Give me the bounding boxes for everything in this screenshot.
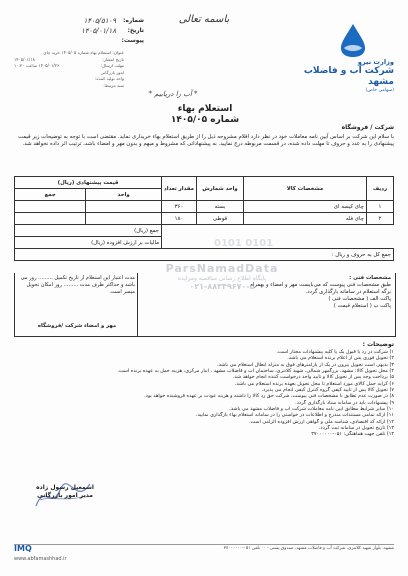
ministry-name: وزارت نیرو bbox=[357, 58, 394, 66]
watermark-line: پایگاه اطلاع رسانی مناقصه ومزایده bbox=[177, 275, 267, 282]
title-text: استعلام بهاء bbox=[177, 104, 233, 114]
validity-duration-text[interactable]: مدت اعتبار این استعلام از تاریخ تکمیل ......... روز می باشد و حداکثر ظرف مدت ......... روز امکان تحویل میسر است. bbox=[20, 275, 135, 296]
spec-line: برگه استعلام در سامانه بارگذاری گردد. bbox=[305, 289, 391, 295]
recipient-label: شرکت / فروشگاه bbox=[341, 124, 394, 131]
watermark-brand: ParsNamadData bbox=[165, 262, 279, 275]
signer-name: اسمعیل رسول زاده bbox=[36, 484, 94, 491]
note-item: ۹) پیشنهادات باید در سامانه ستاد بارگذاری گردد. bbox=[295, 399, 394, 406]
letter-meta bbox=[14, 16, 144, 46]
intro-paragraph: با سلام این شرکت بر اساس آیین نامه معاملات خود در نظر دارد اقلام مشروحه ذیل را از طریق استعلام بهاء خریداری نماید. مقتضی است با توجه به توضیحات زیر قیمت پیشنهادی را به عدد و حروف تا مهلت داده شده، در قسمت مربوطه درج نمایید. به پیشنهاداتی که مشروط و مبهم و بدون مهر و امضاء باشد، ترتیب اثر داده نخواهد شد. bbox=[18, 134, 394, 148]
info-row: تاریخ انتشار: ۱۴۰۵/۰۱/۱۸ bbox=[14, 56, 124, 62]
watermark bbox=[162, 262, 282, 291]
slogan: * آب را دریابیم * bbox=[148, 90, 198, 98]
note-item: ۲) تحویل فوری پس از اعلام برنده استعلام می باشد. bbox=[287, 355, 394, 362]
note-item: ۸) در صورت عدم تطابق با مشخصات فنی پیوست، شرکت حق رد کالا را داشته و هزینه عودت بر عهده فروشنده خواهد بود. bbox=[144, 393, 394, 400]
document-info bbox=[14, 50, 124, 89]
note-item: ۳) بدیهی است تحویل بیرون در یک از پارامترهای فوق به منزله ابطال استعلام می باشد. bbox=[217, 361, 394, 368]
spec-title: مشخصات فنی : bbox=[349, 275, 391, 281]
company-name: شرکت آب و فاضلاب مشهد bbox=[303, 66, 394, 87]
tax-label: مالیات بر ارزش افزوده (ریال) bbox=[15, 237, 162, 249]
website-link[interactable]: www.abfamashhad.ir bbox=[14, 556, 67, 562]
header-total: جمع bbox=[15, 189, 86, 201]
notes-title: توضیحات : bbox=[362, 341, 394, 348]
unit-price-cell[interactable] bbox=[86, 213, 162, 225]
sum-row bbox=[15, 225, 394, 237]
info-row: واحد تولید کننده: bbox=[94, 76, 124, 81]
header-price: قیمت پیشنهادی (ریال) bbox=[15, 177, 162, 189]
header-qty: مقدار تعداد bbox=[162, 177, 197, 201]
note-item: ۷) تحویل کالا پس از تایید کیفی گروه کنترل کیفی انجام می پذیرد. bbox=[261, 387, 394, 394]
water-drop-logo-icon bbox=[338, 22, 368, 58]
spec-line: طبق مشخصات فنی پیوست که می‌بایست مهر و امضاء و بهمراه bbox=[250, 282, 391, 288]
company-logo-text bbox=[284, 58, 394, 93]
grand-total-row bbox=[15, 249, 394, 261]
note-item: ۱۴) تلفن جهت هماهنگی: ۰۵۱-۳۷۰۰۰۰۰۰ bbox=[311, 431, 394, 438]
total-cell[interactable] bbox=[15, 213, 86, 225]
note-item: ۱) شرکت در رد یا قبول یک یا کلیه پیشنهادات مختار است. bbox=[276, 349, 394, 355]
signer-block bbox=[30, 484, 100, 500]
company-seal-label: مهر و امضاء شرکت /فروشگاه bbox=[37, 323, 117, 329]
header-row-number: ردیف bbox=[367, 177, 394, 201]
tax-row bbox=[15, 237, 394, 249]
meta-number: شماره: ۱۴۰۵/۵۱۰۹ bbox=[83, 17, 144, 25]
items-table bbox=[14, 176, 394, 261]
bismillah: باسمه تعالی bbox=[178, 14, 230, 25]
notes-list bbox=[14, 349, 394, 438]
meta-attachment: پیوست: bbox=[121, 38, 144, 44]
grand-total-label[interactable]: جمع کل به حروف و ریال : bbox=[15, 249, 394, 261]
note-item: ۱۳) تاریخ تحویل در سامانه ثبت گردد. bbox=[318, 425, 394, 432]
note-item: ۱۰) سایر شرایط مطابق آیین نامه معاملات شرکت آب و فاضلاب مشهد می باشد. bbox=[229, 406, 394, 413]
table-header-row bbox=[15, 177, 394, 189]
imq-certification-logo: IMQ bbox=[14, 544, 32, 553]
unit-price-cell[interactable] bbox=[86, 201, 162, 213]
note-item: ۶) کرایه حمل کالای مورد استعلام تا محل تحویل بعهده برنده استعلام می باشد. bbox=[234, 380, 394, 387]
watermark-phone: ۰۲۱-۸۸۳۴۹۶۷۰-۵ bbox=[189, 282, 255, 291]
company-subtitle: (سهامی خاص) bbox=[365, 88, 394, 93]
info-row: سند مرتبط: bbox=[103, 82, 124, 88]
total-cell[interactable] bbox=[15, 201, 86, 213]
title-number: شماره ۱۴۰۵/۰۵ bbox=[170, 115, 240, 125]
watermark-number: 0101 0101 bbox=[214, 238, 274, 249]
info-row: مهلت ارسال: ۱۴۰۵/۰۱/۲۶ ساعت ۱۰:۳۰ bbox=[14, 63, 124, 68]
spec-line: پاکت الف ( مشخصات فنی ) bbox=[328, 296, 391, 302]
sum-label: جمع (ریال) bbox=[15, 225, 162, 237]
note-item: ۴) محل تحویل کالا: مشهد، بزرگمهر شمالی، شهید کلانتری، ساختمان آب و فاضلاب مشهد ، انبار مرکزی، هزینه حمل به عهده برنده است. bbox=[117, 368, 394, 375]
footer-address: مشهد، بلوار شهید کلانتری، شرکت آب و فاضلاب مشهد، صندوق پستی ۰۰۰ تلفن ۰۵۱-۳۷۰۰۰۰۰۰ bbox=[223, 546, 394, 551]
note-item: ۵) پرداخت وجه پس از تحویل کالا و تأیید واحد درخواست کننده انجام خواهد شد. bbox=[232, 374, 394, 381]
table-row: ۲ چای فله قوطی ۱۸۰ bbox=[15, 213, 394, 225]
header-spec: مشخصات کالا bbox=[244, 177, 367, 201]
meta-date: تاریخ: ۱۴۰۵/۰۱/۱۸ bbox=[81, 27, 144, 35]
document-title bbox=[130, 104, 280, 126]
table-row: ۱ چای کیسه ای بسته ۳۶۰ bbox=[15, 201, 394, 213]
header-unit-price: واحد bbox=[86, 189, 162, 201]
note-item: ۱۱) ارائه تمامی مستندات مندرج و اطلاعات در خواستی را در سامانه استعلام بهاء بارگذاری نمایید. bbox=[195, 412, 394, 419]
signer-role: مدیر امور بازرگانی bbox=[37, 492, 93, 499]
info-row: عنوان: استعلام بهاء شماره ۱۴۰۵/۰۵ خرید چای bbox=[43, 50, 124, 55]
info-row: امور بازرگانی bbox=[100, 69, 124, 75]
note-item: ۱۲) ارائه کد اقتصادی، شناسه ملی و گواهی ارزش افزوده الزامی است. bbox=[248, 418, 394, 425]
header-unit: واحد شمارش bbox=[197, 177, 244, 201]
spec-line: پاکت ب ( استعلام قیمت ) bbox=[333, 303, 391, 309]
